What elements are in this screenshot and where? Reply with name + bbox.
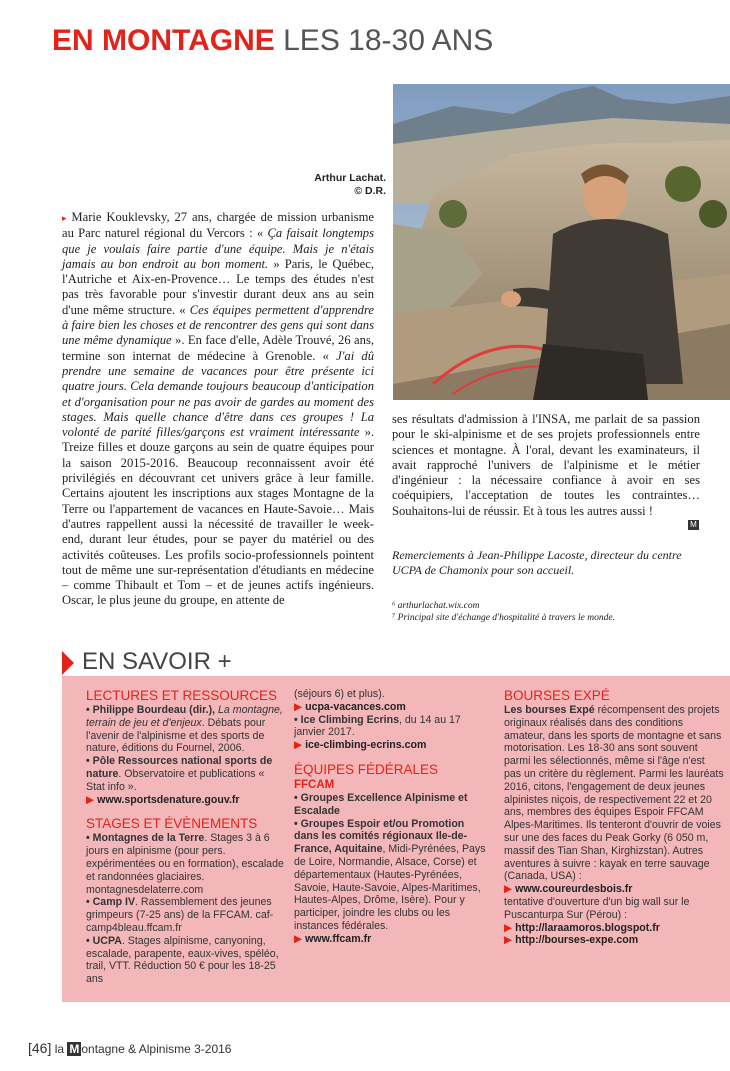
section-arrow-icon (62, 651, 74, 675)
section-heading: LECTURES ET RESSOURCES (86, 688, 278, 703)
link-text[interactable]: http://laraamoros.blogspot.fr (515, 921, 660, 934)
savoir-title: EN SAVOIR + (82, 648, 232, 675)
text-run: ». Treize filles et douze garçons au sein de quatre équipes pour la saison 2015-2016. Beaucoup reconnaissent avoir été privilégiés en découvrant cet univers grâce à leur famille. Certains ajoutent les inscriptions aux stages Montagne de la Terre ou l'appartement de vacances en Haute-Savoie… Mais d'autres rappellent aussi la nécessité de travailler le week-end, durant leur études, pour se payer du matériel ou des activités coûteuses. Les profils socio-professionnels pointent tout de même une sur-représentation d'étudiants en médecine – comme Thibault et Tom – et de jeunes actifs ingénieurs. Oscar, le plus jeune du groupe, en attente de (62, 425, 375, 608)
link-text[interactable]: www.sportsdenature.gouv.fr (97, 793, 240, 806)
article-column-2 (392, 412, 700, 519)
end-mark-icon: M (688, 520, 699, 530)
item-name: • Pôle Ressources national sports de nature (86, 755, 273, 780)
item-name: • UCPA (86, 934, 122, 947)
link-text[interactable]: www.coureurdesbois.fr (515, 883, 633, 896)
link-ice-climbing[interactable] (294, 739, 490, 752)
footnote-6: ⁶ arthurlachat.wix.com (392, 601, 480, 611)
item-name: • Camp IV (86, 896, 136, 909)
article-paragraph: ses résultats d'admission à l'INSA, me parlait de sa passion pour le ski-alpinisme et de ses projets professionnels entre sciences et montagne. À l'oral, devant les examinateurs, il avait rapproché l'univers de l'alpinisme et le métier d'ingénieur : la nécessaire confiance à avoir en ses coéquipiers, l'acceptation de toutes les contraintes… Souhaitons-lui de réussir. Et à tous les autres aussi ! (392, 412, 700, 518)
credit-rights: © D.R. (354, 185, 386, 197)
text-run: » Paris, le Québec, l'Autriche et Aix-en-Provence… Le temps des études n'est pas très favorable pour s'investir durant deux ans au sein d'une même structure. « (62, 256, 374, 317)
link-ucpa[interactable] (294, 701, 490, 714)
link-text[interactable]: http://bourses-expe.com (515, 934, 639, 947)
title-red: EN MONTAGNE (52, 24, 275, 57)
arrow-icon: ▶ (504, 934, 516, 947)
arrow-icon: ▶ (294, 932, 306, 945)
item-name: Les bourses Expé (504, 704, 595, 716)
title-gray: LES 18-30 ANS (283, 24, 494, 57)
paragraph-marker-icon: ▸ (62, 213, 67, 223)
page-title (52, 24, 493, 58)
footer-text: la (51, 1042, 68, 1056)
list-item (86, 704, 286, 755)
footer-text: ontagne & Alpinisme 3-2016 (81, 1042, 232, 1056)
section-heading: STAGES ET ÉVÈNEMENTS (86, 816, 258, 832)
text-run: Marie Kouklevsky, 27 ans, chargée de mission urbanisme au Parc naturel régional du Vercors : « (62, 210, 374, 241)
text-run: ». En face d'elle, Adèle Trouvé, 26 ans, termine son internat de médecine à Grenoble. « (62, 333, 374, 363)
item-name: • Groupes Espoir et/ou Promotion dans les comités régionaux Ile-de-France, Aquitaine (294, 817, 468, 856)
article-paragraph (62, 210, 374, 609)
link-text[interactable]: ice-climbing-ecrins.com (305, 739, 427, 752)
info-column-1 (86, 688, 286, 986)
item-text: . Stages 3 à 6 jours en alpinisme (pour pers. expérimentées ou en formation), escalade et randonnées glaciaires. montagnesdelaterre.com (86, 832, 284, 896)
arrow-icon: ▶ (504, 921, 516, 934)
arrow-icon: ▶ (504, 883, 516, 896)
photo-illustration (393, 84, 730, 400)
list-item (294, 792, 490, 818)
link-ffcam[interactable] (294, 933, 490, 946)
list-item (86, 755, 286, 793)
item-name: • Ice Climbing Ecrins (294, 713, 399, 726)
link-laraamoros[interactable] (504, 922, 724, 935)
section-subheading: FFCAM (294, 778, 335, 791)
link-sportsdenature[interactable] (86, 794, 286, 807)
footnote-7: ⁷ Principal site d'échange d'hospitalité à travers le monde. (392, 613, 615, 623)
article-column-1 (62, 210, 374, 609)
list-item (294, 818, 490, 933)
item-text: (séjours 6) et plus). (294, 688, 385, 700)
link-text[interactable]: ucpa-vacances.com (305, 700, 406, 713)
page-number: [46] (28, 1040, 52, 1056)
list-item (86, 832, 286, 896)
magazine-logo: M (69, 1042, 80, 1056)
footnotes (392, 600, 702, 624)
item-name: • Groupes Excellence Alpinisme et Escalade (294, 791, 468, 817)
item-text: . Rassemblement des jeunes grimpeurs (7-25 ans) de la FFCAM. caf-camp4bleau.ffcam.fr (86, 896, 274, 934)
climber-photo (393, 84, 730, 400)
link-text[interactable]: www.ffcam.fr (305, 932, 372, 945)
section-heading: BOURSES EXPÉ (504, 688, 610, 703)
link-bourses-expe[interactable] (504, 934, 724, 947)
credit-name: Arthur Lachat. (314, 172, 386, 184)
item-text: . Débats pour l'avenir de l'alpinisme et des sports de nature, éditions du Fournel, 2006. (86, 716, 266, 755)
item-text: récompensent des projets originaux réalisés dans des conditions amateur, dans les sports de montagne et sans motorisation. Les 18-30 ans sont souvent parmi les sélectionnés, même si l'âge n'est pas un critère du règlement. Parmi les lauréats 2016, citons, l'engagement de deux jeunes alpinistes niçois, de respectivement 22 et 20 ans, membres des équipes Espoir FFCAM Alpes-Maritimes. Ils tenteront d'ouvrir de voies sur une des faces du Peak Gorky (6 050 m, massif des Tian Shan, Kirghizstan). Autres aventures à suivre : kayak en terre sauvage (Canada, USA) : (504, 704, 724, 883)
info-column-3 (504, 688, 724, 947)
item-paragraph (504, 704, 724, 883)
section-heading: ÉQUIPES FÉDÉRALES (294, 761, 439, 777)
photo-credit (306, 172, 386, 198)
item-text: , du 14 au 17 janvier 2017. (294, 713, 461, 739)
list-item (294, 714, 490, 740)
book-title: La montagne, terrain de jeu et d'enjeux (86, 704, 283, 729)
item-name: • Montagnes de la Terre (86, 832, 205, 845)
quote: Ça faisait longtemps que je voulais faire partie d'une équipe. Mais je n'étais jamais au bon endroit au bon moment. (62, 226, 374, 271)
info-column-2 (294, 688, 490, 946)
arrow-icon: ▶ (294, 700, 306, 713)
item-text: , Midi-Pyrénées, Pays de Loire, Normandie, Alsace, Corse) et départementaux (Hautes-Pyrénées, Savoie, Haute-Savoie, Alpes-Maritimes, Hautes-Alpes, Drôme, Isère). Pour y participer, joindre les clubs ou les instances fédérales. (294, 843, 486, 932)
item-name: • Philippe Bourdeau (dir.), (86, 704, 219, 716)
quote: Ces équipes permettent d'apprendre à faire bien les choses et de rencontrer des gens qui sont dans une même dynamique (62, 302, 374, 348)
acknowledgements: Remerciements à Jean-Philippe Lacoste, directeur du centre UCPA de Chamonix pour son accueil. (392, 548, 682, 577)
arrow-icon: ▶ (86, 793, 98, 806)
list-item (86, 896, 286, 934)
link-coureurdesbois[interactable] (504, 883, 724, 896)
item-text: . Stages alpinisme, canyoning, escalade, parapente, eaux-vives, spéléo, trail, VTT. Réduction 50 € pour les 18-25 ans (86, 934, 279, 986)
list-item (86, 935, 286, 986)
quote: J'ai dû prendre une semaine de vacances pour être présente ici quatre jours. Cela demande toujours beaucoup d'anticipation et d'organisation pour ne pas avoir de gardes au moment des stages. Mais quelle chance d'être dans ces groupes ! La volonté de parité filles/garçons est vraiment intéressante (62, 348, 374, 440)
page-footer (28, 1040, 231, 1056)
item-text: . Observatoire et publications « Stat info ». (86, 767, 265, 793)
arrow-icon: ▶ (294, 739, 306, 752)
item-text: tentative d'ouverture d'un big wall sur le Puscanturpa Sur (Pérou) : (504, 895, 690, 921)
